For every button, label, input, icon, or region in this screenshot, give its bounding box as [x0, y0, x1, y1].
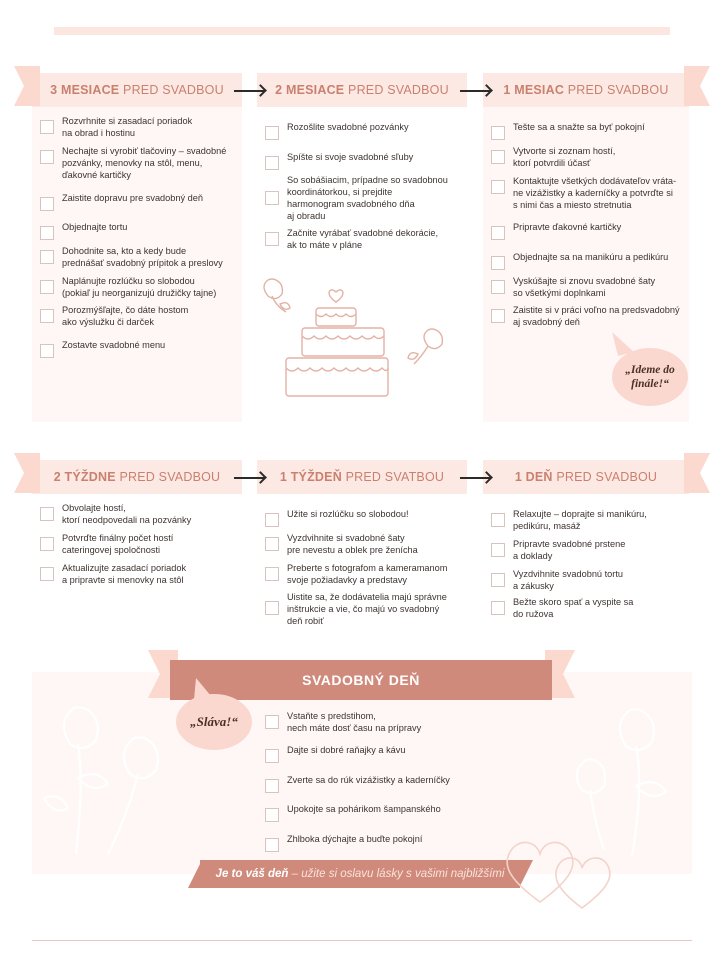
footer-band-point [188, 860, 202, 888]
wedding-day-banner [170, 660, 552, 700]
task-item[interactable]: Porozmýšľajte, čo dáte hostom ako výslužku či darček [40, 304, 188, 328]
task-item[interactable]: Zaistite dopravu pre svadobný deň [40, 192, 203, 211]
checkbox[interactable] [40, 344, 54, 358]
arrow-right-icon [460, 477, 490, 479]
checkbox[interactable] [265, 779, 279, 793]
checkbox[interactable] [265, 537, 279, 551]
wedding-cake-icon [250, 266, 450, 416]
task-item[interactable]: Obvolajte hostí, ktorí neodpovedali na pozvánky [40, 502, 191, 526]
task-item[interactable]: Bežte skoro spať a vyspite sa do ružova [491, 596, 633, 620]
checkbox[interactable] [491, 513, 505, 527]
task-item[interactable]: Nechajte si vyrobiť tlačoviny – svadobné pozvánky, menovky na stôl, menu, ďakovné kartičky [40, 145, 226, 181]
task-item[interactable]: Naplánujte rozlúčku so slobodou (pokiaľ ju neorganizujú družičky tajne) [40, 275, 216, 299]
checkbox[interactable] [491, 126, 505, 140]
hearts-icon [500, 830, 622, 912]
checkbox[interactable] [265, 838, 279, 852]
checkbox[interactable] [491, 256, 505, 270]
task-item[interactable]: Tešte sa a snažte sa byť pokojní [491, 121, 645, 140]
checkbox[interactable] [40, 197, 54, 211]
task-item[interactable]: Zhlboka dýchajte a buďte pokojní [265, 833, 422, 852]
task-item[interactable]: Potvrďte finálny počet hostí cateringovej spoločnosti [40, 532, 173, 556]
checkbox[interactable] [40, 250, 54, 264]
checkbox[interactable] [265, 232, 279, 246]
checkbox[interactable] [491, 150, 505, 164]
task-item[interactable]: Dohodnite sa, kto a kedy bude prednášať svadobný prípitok a preslovy [40, 245, 223, 269]
task-item[interactable]: Rozošlite svadobné pozvánky [265, 121, 409, 140]
arrow-right-icon [460, 90, 490, 92]
checkbox[interactable] [491, 543, 505, 557]
checkbox[interactable] [491, 226, 505, 240]
top-decorative-bar [54, 27, 670, 35]
speech-bubble-slava: „Sláva!“ [176, 694, 252, 750]
heading-2-months: 2 MESIACE PRED SVADBOU [275, 83, 449, 97]
task-item[interactable]: Zostavte svadobné menu [40, 339, 165, 358]
task-item[interactable]: Aktualizujte zasadací poriadok a pripravte si menovky na stôl [40, 562, 186, 586]
checkbox[interactable] [491, 573, 505, 587]
task-item[interactable]: Objednajte sa na manikúru a pedikúru [491, 251, 668, 270]
speech-bubble-finale: „Ideme do finále!“ [612, 348, 688, 406]
checkbox[interactable] [491, 601, 505, 615]
task-item[interactable]: Vstaňte s predstihom, nech máte dosť času na prípravy [265, 710, 421, 734]
task-item[interactable]: Zverte sa do rúk vizážistky a kaderníčky [265, 774, 450, 793]
task-item[interactable]: Spíšte si svoje svadobné sľuby [265, 151, 413, 170]
checkbox[interactable] [40, 309, 54, 323]
task-item[interactable]: Užite si rozlúčku so slobodou! [265, 508, 409, 527]
checkbox[interactable] [40, 537, 54, 551]
checkbox[interactable] [491, 280, 505, 294]
task-item[interactable]: Upokojte sa pohárikom šampanského [265, 803, 441, 822]
task-item[interactable]: Pripravte ďakovné kartičky [491, 221, 621, 240]
checkbox[interactable] [40, 280, 54, 294]
checkbox[interactable] [265, 749, 279, 763]
checkbox[interactable] [265, 126, 279, 140]
task-item[interactable]: Relaxujte – doprajte si manikúru, pedikúru, masáž [491, 508, 647, 532]
arrow-right-icon [234, 90, 264, 92]
heading-2-weeks: 2 TÝŽDNE PRED SVADBOU [53, 470, 221, 484]
task-item[interactable]: Dajte si dobré raňajky a kávu [265, 744, 405, 763]
checkbox[interactable] [40, 567, 54, 581]
task-item[interactable]: Objednajte tortu [40, 221, 127, 240]
task-item[interactable]: So sobášiacim, prípadne so svadobnou koordinátorkou, si prejdite harmonogram svadobného dňa aj obradu [265, 174, 448, 222]
task-item[interactable]: Kontaktujte všetkých dodávateľov vráta- ne vizážistky a kaderníčky a potvrďte si s nimi čas a miesto stretnutia [491, 175, 676, 211]
task-item[interactable]: Pripravte svadobné prstene a doklady [491, 538, 625, 562]
checkbox[interactable] [491, 180, 505, 194]
bottom-divider [32, 940, 692, 941]
heading-1-month: 1 MESIAC PRED SVADBOU [503, 83, 669, 97]
checkbox[interactable] [265, 191, 279, 205]
checkbox[interactable] [40, 150, 54, 164]
footer-banner [200, 860, 520, 888]
checkbox[interactable] [491, 309, 505, 323]
checkbox[interactable] [40, 507, 54, 521]
checkbox[interactable] [40, 226, 54, 240]
checkbox[interactable] [265, 601, 279, 615]
wedding-day-title: SVADOBNÝ DEŇ [302, 672, 420, 688]
heading-1-week: 1 TÝŽDEŇ PRED SVATBOU [279, 470, 445, 484]
checkbox[interactable] [265, 156, 279, 170]
tulip-decoration-icon [34, 678, 174, 868]
checkbox[interactable] [265, 567, 279, 581]
arrow-right-icon [234, 477, 264, 479]
task-item[interactable]: Vyzdvihnite svadobnú tortu a zákusky [491, 568, 623, 592]
task-item[interactable]: Začnite vyrábať svadobné dekorácie, ak to máte v pláne [265, 227, 438, 251]
checkbox[interactable] [40, 120, 54, 134]
task-item[interactable]: Rozvrhnite si zasadací poriadok na obrad i hostinu [40, 115, 192, 139]
task-item[interactable]: Vytvorte si zoznam hostí, ktorí potvrdili účasť [491, 145, 615, 169]
task-item[interactable]: Preberte s fotografom a kameramanom svoje požiadavky a predstavy [265, 562, 447, 586]
heading-1-day: 1 DEŇ PRED SVADBOU [514, 470, 658, 484]
task-item[interactable]: Vyskúšajte si znovu svadobné šaty so všetkými doplnkami [491, 275, 655, 299]
task-item[interactable]: Vyzdvihnite si svadobné šaty pre nevestu a oblek pre ženícha [265, 532, 418, 556]
checkbox[interactable] [265, 808, 279, 822]
footer-text: Je to váš deň – užite si oslavu lásky s vašimi najbližšími [215, 868, 505, 880]
task-item[interactable]: Zaistite si v práci voľno na predsvadobný aj svadobný deň [491, 304, 680, 328]
heading-3-months: 3 MESIACE PRED SVADBOU [50, 83, 224, 97]
task-item[interactable]: Uistite sa, že dodávatelia majú správne inštrukcie a vie, čo majú vo svadobný deň robiť [265, 591, 447, 627]
checkbox[interactable] [265, 513, 279, 527]
checkbox[interactable] [265, 715, 279, 729]
